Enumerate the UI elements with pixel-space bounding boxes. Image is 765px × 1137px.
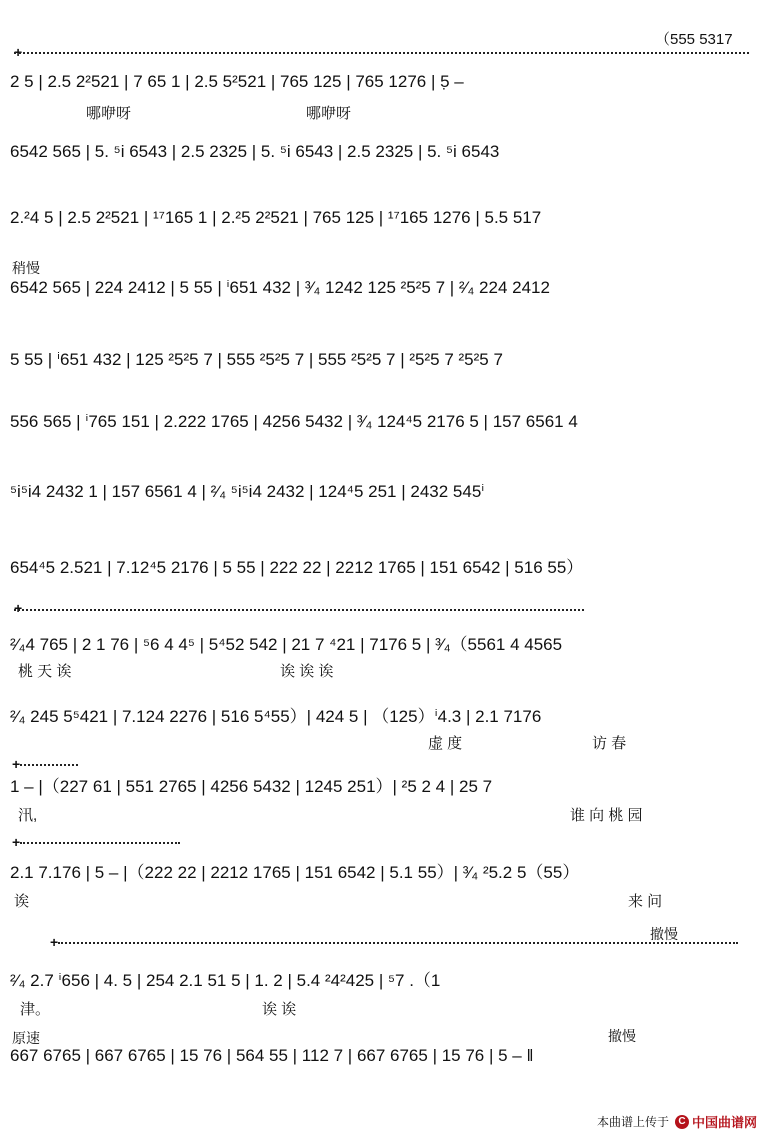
tempo-mark: 稍慢: [12, 260, 40, 276]
octave-dotted-line: [58, 942, 738, 944]
score-line-11: [0, 772, 765, 824]
notes: 5 55 | ⁱ651 432 | 125 ²5²5 7 | 555 ²5²5 7 | 555 ²5²5 7 | ²5²5 7 ²5²5 7: [10, 350, 503, 369]
notes: ²⁄₄4 765 | 2 1 76 | ⁵6 4 4⁵ | 5⁴52 542 | 21 7 ⁴21 | 7176 5 | ³⁄₄（5561 4 4565: [10, 635, 563, 654]
intro-notes: （555 5317: [655, 31, 733, 48]
score-line-10: [0, 702, 765, 752]
lyric: 访 春: [592, 735, 627, 752]
score-line-8: [0, 553, 765, 593]
logo-icon: C: [675, 1115, 689, 1129]
notes: 2.²4 5 | 2.5 2²521 | ¹⁷165 1 | 2.²5 2²521 | 765 125 | ¹⁷165 1276 | 5.5 517: [10, 208, 542, 227]
score-line-1: [0, 72, 765, 122]
plus-marker: +: [12, 834, 21, 850]
octave-dotted-line: [20, 842, 180, 844]
notes: 2.1 7.176 | 5 – |（222 22 | 2212 1765 | 151 6542 | 5.1 55）| ³⁄₄ ²5.2 5（55）: [10, 863, 580, 882]
site-logo[interactable]: [675, 1112, 757, 1131]
score-line-14: [0, 1046, 765, 1086]
lyric: 桃 天 诶: [18, 663, 72, 680]
plus-marker: +: [12, 756, 21, 772]
score-line-9: [0, 630, 765, 680]
plus-marker: +: [14, 44, 23, 60]
notes: 1 – |（227 61 | 551 2765 | 4256 5432 | 1245 251）| ²5 2 4 | 25 7: [10, 777, 493, 796]
lyric: 津。: [20, 1001, 51, 1018]
score-line-5: [0, 350, 765, 390]
octave-dotted-line: [20, 764, 78, 766]
tempo-mark: 撤慢: [608, 1028, 636, 1044]
octave-dotted-line: [14, 52, 749, 54]
lyric: 谁 向 桃 园: [570, 807, 643, 824]
score-line-7: [0, 482, 765, 522]
lyric: 诶 诶 诶: [280, 663, 334, 680]
score-line-4: [0, 278, 765, 318]
logo-text: 中国曲谱网: [691, 1115, 757, 1130]
plus-marker: +: [14, 600, 23, 616]
notes: 654⁴5 2.521 | 7.12⁴5 2176 | 5 55 | 222 22 | 2212 1765 | 151 6542 | 516 55）: [10, 558, 584, 577]
upload-text: 本曲谱上传于: [596, 1115, 669, 1129]
score-line-13: [0, 966, 765, 1018]
plus-marker: +: [50, 934, 59, 950]
notes: 667 6765 | 667 6765 | 15 76 | 564 55 | 112 7 | 667 6765 | 15 76 | 5 – ‖: [10, 1046, 534, 1065]
notes: 6542 565 | 5. ⁵i 6543 | 2.5 2325 | 5. ⁵i 6543 | 2.5 2325 | 5. ⁵i 6543: [10, 142, 500, 161]
footer: [597, 1112, 757, 1131]
score-line-12: [0, 858, 765, 910]
lyric: 虚 度: [428, 735, 463, 752]
lyric: 汛,: [18, 807, 38, 824]
lyric: 诶 诶: [262, 1001, 297, 1018]
notes: 556 565 | ⁱ765 151 | 2.222 1765 | 4256 5432 | ³⁄₄ 124⁴5 2176 5 | 157 6561 4: [10, 412, 578, 431]
notes: 6542 565 | 224 2412 | 5 55 | ⁱ651 432 | ³⁄₄ 1242 125 ²5²5 7 | ²⁄₄ 224 2412: [10, 278, 550, 297]
lyric: 哪咿呀: [86, 105, 132, 122]
score-line-2: [0, 142, 765, 182]
notes: ⁵i⁵i4 2432 1 | 157 6561 4 | ²⁄₄ ⁵i⁵i4 2432 | 124⁴5 251 | 2432 545ⁱ: [10, 482, 485, 501]
tempo-mark: 撤慢: [650, 926, 678, 942]
lyric: 哪咿呀: [306, 105, 352, 122]
lyric: 来 问: [628, 893, 663, 910]
notes: ²⁄₄ 245 5⁵421 | 7.124 2276 | 516 5⁴55）| 424 5 | （125）ⁱ4.3 | 2.1 7176: [10, 707, 542, 726]
octave-dotted-line: [14, 609, 584, 611]
score-line-6: [0, 412, 765, 452]
lyric: 诶: [14, 893, 30, 910]
score-line-3: [0, 208, 765, 248]
notes: 2 5 | 2.5 2²521 | 7 65 1 | 2.5 5²521 | 765 125 | 765 1276 | 5̣ –: [10, 72, 464, 91]
notes: ²⁄₄ 2.7 ⁱ656 | 4. 5 | 254 2.1 51 5 | 1. 2 | 5.4 ²4²425 | ⁵7 .（1: [10, 971, 441, 990]
tempo-mark: 原速: [12, 1030, 40, 1046]
